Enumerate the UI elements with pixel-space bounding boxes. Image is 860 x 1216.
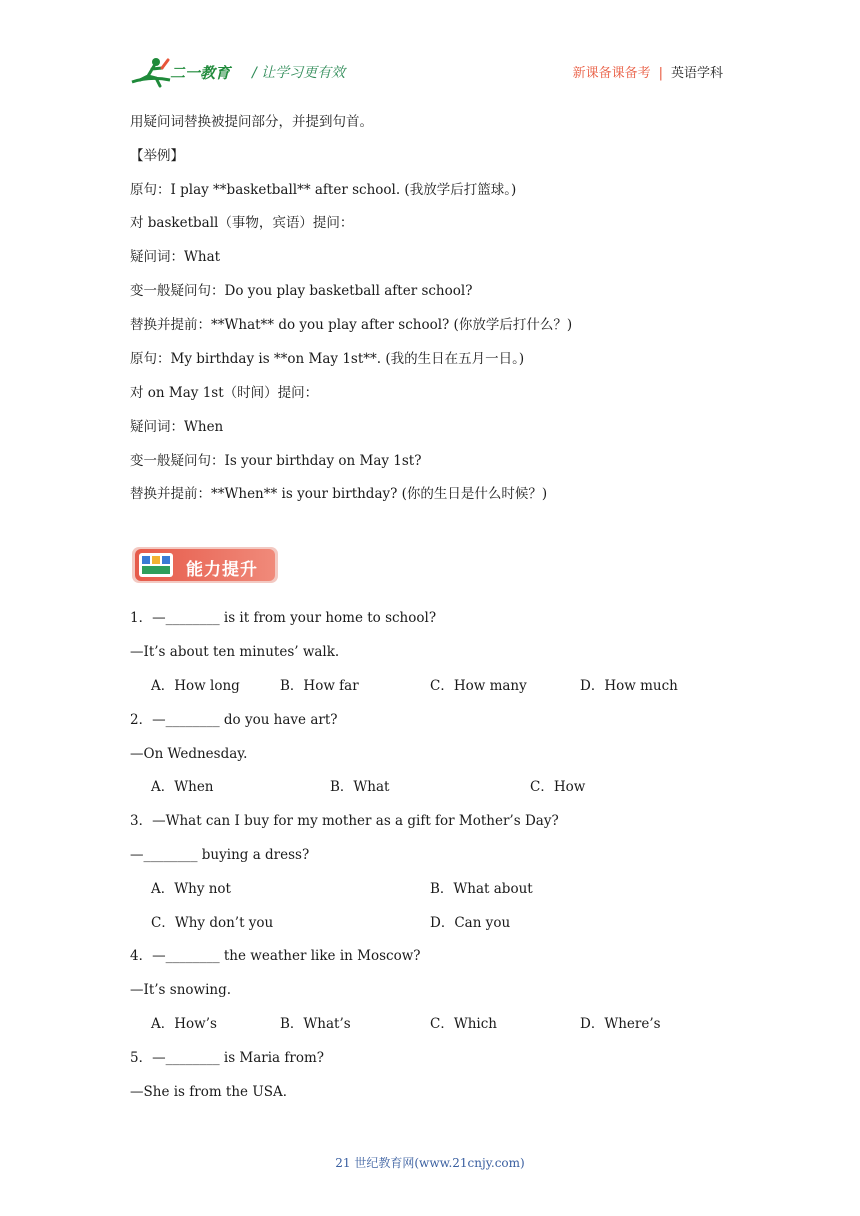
intro-line: 疑问词：What bbox=[130, 249, 221, 265]
question-text: 5．—________ is Maria from? bbox=[130, 1050, 325, 1066]
option-a: A．How long bbox=[151, 678, 240, 694]
question-text: 3．—What can I buy for my mother as a gift for Mother’s Day? bbox=[130, 813, 559, 829]
question-answer: —On Wednesday. bbox=[130, 746, 248, 762]
option-a: A．Why not bbox=[151, 881, 231, 897]
option-d: D．Where’s bbox=[580, 1016, 661, 1032]
option-b: B．What about bbox=[430, 881, 533, 897]
section-title: 能力提升 bbox=[186, 560, 258, 580]
question-text: 2．—________ do you have art? bbox=[130, 712, 338, 728]
intro-line: 【举例】 bbox=[130, 148, 184, 164]
question-text: 1．—________ is it from your home to school? bbox=[130, 610, 437, 626]
header-separator: | bbox=[658, 66, 663, 81]
option-c: C．Which bbox=[430, 1016, 497, 1032]
question-answer: —It’s about ten minutes’ walk. bbox=[130, 644, 340, 660]
option-b: B．What bbox=[330, 779, 390, 795]
intro-line: 对 on May 1st（时间）提问： bbox=[130, 385, 319, 401]
option-c: C．Why don’t you bbox=[151, 915, 274, 931]
header-right bbox=[573, 62, 723, 81]
page-header bbox=[0, 0, 860, 100]
intro-line: 用疑问词替换被提问部分，并提到句首。 bbox=[130, 114, 373, 130]
intro-line: 疑问词：When bbox=[130, 419, 224, 435]
option-b: B．How far bbox=[280, 678, 359, 694]
page-footer: 21 世纪教育网(www.21cnjy.com) bbox=[335, 1156, 525, 1170]
question-answer: —It’s snowing. bbox=[130, 982, 232, 998]
question-answer: —________ buying a dress? bbox=[130, 847, 310, 863]
question-text: 4．—________ the weather like in Moscow? bbox=[130, 948, 421, 964]
intro-line: 原句：I play **basketball** after school. (我放学后打篮球。) bbox=[130, 182, 517, 198]
question-answer: —She is from the USA． bbox=[130, 1084, 297, 1100]
option-d: D．Can you bbox=[430, 915, 511, 931]
intro-line: 原句：My birthday is **on May 1st**. (我的生日在五月一日。) bbox=[130, 351, 525, 367]
option-c: C．How many bbox=[430, 678, 527, 694]
header-subject: 英语学科 bbox=[670, 66, 723, 81]
option-c: C．How bbox=[530, 779, 586, 795]
logo-text: 二一教育 bbox=[170, 64, 231, 82]
option-b: B．What’s bbox=[280, 1016, 351, 1032]
header-course-label: 新课备课备考 bbox=[572, 66, 651, 81]
intro-line: 变一般疑问句：Is your birthday on May 1st? bbox=[130, 453, 422, 469]
intro-line: 对 basketball（事物，宾语）提问： bbox=[130, 215, 354, 231]
intro-line: 替换并提前：**When** is your birthday? (你的生日是什么时候？) bbox=[130, 486, 548, 502]
intro-line: 替换并提前：**What** do you play after school? (你放学后打什么？) bbox=[130, 317, 573, 333]
intro-line: 变一般疑问句：Do you play basketball after school? bbox=[130, 283, 473, 299]
option-a: A．How’s bbox=[151, 1016, 217, 1032]
option-d: D．How much bbox=[580, 678, 678, 694]
option-a: A．When bbox=[151, 779, 214, 795]
slogan: / 让学习更有效 bbox=[252, 65, 346, 81]
